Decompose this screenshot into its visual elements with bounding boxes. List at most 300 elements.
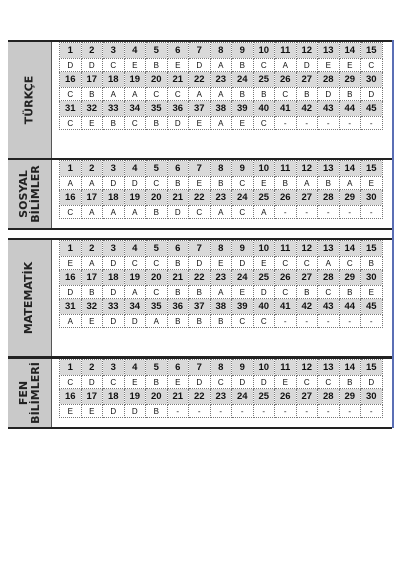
question-number-cell: 15: [361, 241, 383, 257]
answer-cell: C: [361, 59, 383, 72]
question-number-cell: 25: [253, 72, 275, 88]
question-number-row: [60, 299, 383, 315]
question-number-cell: 37: [189, 101, 211, 117]
answer-cell: C: [210, 376, 232, 389]
question-number-cell: 24: [232, 72, 254, 88]
question-number-cell: 19: [124, 72, 146, 88]
question-number-cell: 5: [146, 360, 168, 376]
answer-cell: D: [124, 177, 146, 190]
answer-cell: A: [210, 59, 232, 72]
question-number-cell: 4: [124, 241, 146, 257]
answer-cell: B: [167, 177, 189, 190]
section-label: [8, 160, 52, 228]
section-label: [8, 240, 52, 356]
answer-row: [60, 257, 383, 270]
answer-cell: C: [146, 88, 168, 101]
question-number-cell: 7: [189, 43, 211, 59]
answer-cell: B: [167, 315, 189, 328]
question-number-cell: 42: [296, 101, 318, 117]
answer-cell: -: [361, 206, 383, 219]
question-number-cell: 28: [318, 389, 340, 405]
question-number-cell: 30: [361, 72, 383, 88]
answer-cell: C: [60, 88, 82, 101]
answer-cell: B: [146, 59, 168, 72]
answer-cell: B: [232, 88, 254, 101]
question-number-cell: 41: [275, 299, 297, 315]
question-number-cell: 11: [275, 360, 297, 376]
answer-table: [59, 42, 383, 130]
answer-cell: D: [124, 405, 146, 418]
answer-cell: -: [318, 405, 340, 418]
answer-cell: -: [275, 206, 297, 219]
question-number-cell: 39: [232, 101, 254, 117]
question-number-cell: 1: [60, 43, 82, 59]
answer-row: [60, 405, 383, 418]
question-number-cell: 10: [253, 360, 275, 376]
answer-cell: A: [210, 88, 232, 101]
answer-cell: A: [210, 206, 232, 219]
answer-cell: E: [81, 315, 103, 328]
answer-cell: C: [296, 376, 318, 389]
answer-cell: D: [232, 376, 254, 389]
question-number-cell: 26: [275, 72, 297, 88]
question-number-cell: 9: [232, 360, 254, 376]
question-number-cell: 42: [296, 299, 318, 315]
answer-cell: A: [210, 117, 232, 130]
answer-cell: A: [60, 177, 82, 190]
question-number-cell: 12: [296, 161, 318, 177]
question-number-row: [60, 190, 383, 206]
question-number-cell: 6: [167, 360, 189, 376]
answer-cell: C: [124, 117, 146, 130]
question-number-cell: 35: [146, 299, 168, 315]
answer-cell: -: [275, 405, 297, 418]
question-number-cell: 17: [81, 389, 103, 405]
answer-cell: D: [361, 376, 383, 389]
question-number-row: [60, 161, 383, 177]
section-label-text: FEN BİLİMLERİ: [16, 362, 42, 424]
section-label-text: SOSYAL BİLİMLER: [16, 165, 42, 223]
answer-cell: A: [189, 88, 211, 101]
answer-cell: -: [339, 315, 361, 328]
question-number-cell: 27: [296, 270, 318, 286]
question-number-cell: 18: [103, 72, 125, 88]
question-number-cell: 33: [103, 299, 125, 315]
answer-cell: -: [253, 405, 275, 418]
question-number-cell: 22: [189, 72, 211, 88]
answer-cell: -: [361, 405, 383, 418]
answer-cell: C: [167, 88, 189, 101]
question-number-cell: 20: [146, 270, 168, 286]
answer-cell: A: [275, 59, 297, 72]
answer-cell: D: [296, 59, 318, 72]
section-label-text: TÜRKÇE: [22, 75, 36, 125]
question-number-cell: 7: [189, 360, 211, 376]
question-number-cell: 13: [318, 43, 340, 59]
question-number-cell: 12: [296, 360, 318, 376]
question-number-row: [60, 389, 383, 405]
answer-cell: A: [318, 257, 340, 270]
answer-cell: D: [189, 376, 211, 389]
answer-cell: E: [60, 405, 82, 418]
section-label: [8, 42, 52, 158]
answer-cell: B: [232, 59, 254, 72]
question-number-cell: 20: [146, 190, 168, 206]
answer-cell: B: [275, 177, 297, 190]
answer-cell: B: [146, 376, 168, 389]
answer-cell: B: [339, 286, 361, 299]
question-number-cell: 15: [361, 43, 383, 59]
section-turkce: [8, 40, 392, 160]
answer-cell: D: [103, 315, 125, 328]
answer-cell: C: [275, 257, 297, 270]
section-matematik: [8, 238, 392, 358]
answer-row: [60, 315, 383, 328]
question-number-cell: 21: [167, 270, 189, 286]
answer-cell: B: [189, 315, 211, 328]
question-number-cell: 34: [124, 101, 146, 117]
answer-cell: B: [103, 117, 125, 130]
question-number-cell: 23: [210, 72, 232, 88]
question-number-cell: 17: [81, 72, 103, 88]
question-number-cell: 15: [361, 161, 383, 177]
question-number-cell: 37: [189, 299, 211, 315]
question-number-cell: 25: [253, 190, 275, 206]
answer-cell: E: [210, 257, 232, 270]
question-number-cell: 1: [60, 161, 82, 177]
answer-row: [60, 286, 383, 299]
question-number-cell: 44: [339, 299, 361, 315]
question-number-cell: 3: [103, 241, 125, 257]
question-number-cell: 18: [103, 270, 125, 286]
answer-cell: -: [361, 315, 383, 328]
question-number-cell: 19: [124, 190, 146, 206]
answer-cell: E: [124, 376, 146, 389]
question-number-cell: 23: [210, 190, 232, 206]
answer-cell: E: [361, 286, 383, 299]
answer-cell: B: [339, 88, 361, 101]
question-number-cell: 8: [210, 360, 232, 376]
answer-key-sheet: [8, 40, 394, 428]
answer-cell: -: [296, 117, 318, 130]
question-number-cell: 26: [275, 190, 297, 206]
question-number-cell: 43: [318, 299, 340, 315]
question-number-cell: 21: [167, 72, 189, 88]
question-number-row: [60, 101, 383, 117]
answer-table: [59, 359, 383, 418]
answer-cell: E: [167, 59, 189, 72]
answer-cell: -: [296, 315, 318, 328]
answer-row: [60, 117, 383, 130]
question-number-cell: 32: [81, 101, 103, 117]
question-number-cell: 8: [210, 241, 232, 257]
answer-cell: E: [189, 117, 211, 130]
answer-cell: E: [232, 286, 254, 299]
answer-cell: B: [296, 286, 318, 299]
answer-cell: E: [339, 59, 361, 72]
answer-cell: C: [60, 206, 82, 219]
question-number-cell: 14: [339, 161, 361, 177]
answer-cell: E: [124, 59, 146, 72]
answer-cell: -: [275, 315, 297, 328]
answer-cell: -: [318, 206, 340, 219]
answer-cell: -: [189, 405, 211, 418]
question-number-cell: 44: [339, 101, 361, 117]
section-sosyal-bilimler: [8, 158, 392, 230]
question-number-cell: 20: [146, 389, 168, 405]
answer-row: [60, 59, 383, 72]
question-number-cell: 30: [361, 270, 383, 286]
answer-cell: -: [296, 206, 318, 219]
question-number-cell: 5: [146, 43, 168, 59]
question-number-cell: 8: [210, 161, 232, 177]
question-number-cell: 6: [167, 161, 189, 177]
question-number-cell: 16: [60, 72, 82, 88]
question-number-cell: 35: [146, 101, 168, 117]
answer-cell: D: [103, 177, 125, 190]
question-number-cell: 38: [210, 101, 232, 117]
answer-cell: E: [81, 117, 103, 130]
answer-cell: -: [232, 405, 254, 418]
answer-cell: -: [339, 117, 361, 130]
question-number-cell: 26: [275, 270, 297, 286]
answer-cell: C: [253, 315, 275, 328]
answer-cell: E: [253, 257, 275, 270]
answer-cell: B: [81, 286, 103, 299]
question-number-cell: 38: [210, 299, 232, 315]
question-number-cell: 2: [81, 43, 103, 59]
answer-cell: C: [253, 117, 275, 130]
answer-cell: B: [296, 88, 318, 101]
answer-cell: E: [275, 376, 297, 389]
answer-cell: C: [146, 177, 168, 190]
answer-cell: D: [60, 59, 82, 72]
answer-cell: C: [146, 257, 168, 270]
answer-cell: C: [318, 286, 340, 299]
answer-cell: C: [124, 257, 146, 270]
answer-cell: D: [189, 257, 211, 270]
question-number-cell: 43: [318, 101, 340, 117]
question-number-cell: 4: [124, 43, 146, 59]
answer-table: [59, 240, 383, 328]
answer-cell: D: [60, 286, 82, 299]
question-number-cell: 11: [275, 241, 297, 257]
answer-cell: C: [232, 315, 254, 328]
question-number-cell: 8: [210, 43, 232, 59]
answer-cell: E: [361, 177, 383, 190]
answer-cell: D: [318, 88, 340, 101]
answer-cell: D: [81, 59, 103, 72]
answer-cell: A: [339, 177, 361, 190]
answer-cell: C: [60, 376, 82, 389]
question-number-cell: 23: [210, 389, 232, 405]
answer-cell: -: [275, 117, 297, 130]
question-number-cell: 9: [232, 161, 254, 177]
answer-cell: A: [124, 88, 146, 101]
question-number-cell: 25: [253, 270, 275, 286]
answer-cell: C: [189, 206, 211, 219]
question-number-cell: 29: [339, 190, 361, 206]
question-number-cell: 30: [361, 389, 383, 405]
answer-cell: E: [60, 257, 82, 270]
answer-table: [59, 160, 383, 219]
answer-cell: C: [60, 117, 82, 130]
question-number-cell: 6: [167, 241, 189, 257]
question-number-cell: 39: [232, 299, 254, 315]
question-number-cell: 3: [103, 43, 125, 59]
answer-row: [60, 376, 383, 389]
question-number-cell: 28: [318, 270, 340, 286]
question-number-cell: 16: [60, 270, 82, 286]
question-number-cell: 33: [103, 101, 125, 117]
section-label: [8, 359, 52, 427]
question-number-cell: 22: [189, 389, 211, 405]
question-number-cell: 7: [189, 241, 211, 257]
answer-cell: B: [210, 177, 232, 190]
question-number-cell: 14: [339, 241, 361, 257]
answer-cell: B: [146, 206, 168, 219]
question-number-cell: 19: [124, 389, 146, 405]
question-number-cell: 31: [60, 299, 82, 315]
answer-cell: A: [103, 206, 125, 219]
answer-cell: A: [81, 177, 103, 190]
answer-cell: A: [124, 286, 146, 299]
answer-cell: A: [81, 257, 103, 270]
answer-cell: A: [60, 315, 82, 328]
answer-cell: C: [318, 376, 340, 389]
question-number-cell: 28: [318, 190, 340, 206]
question-number-cell: 34: [124, 299, 146, 315]
answer-row: [60, 88, 383, 101]
answer-cell: A: [210, 286, 232, 299]
question-number-cell: 5: [146, 161, 168, 177]
question-number-row: [60, 241, 383, 257]
answer-cell: C: [232, 206, 254, 219]
question-number-cell: 21: [167, 389, 189, 405]
question-number-cell: 30: [361, 190, 383, 206]
answer-cell: -: [318, 315, 340, 328]
answer-cell: -: [339, 405, 361, 418]
answer-cell: D: [103, 257, 125, 270]
answer-cell: B: [189, 286, 211, 299]
question-number-cell: 13: [318, 360, 340, 376]
question-number-cell: 18: [103, 389, 125, 405]
question-number-cell: 2: [81, 161, 103, 177]
answer-cell: B: [318, 177, 340, 190]
answer-cell: B: [210, 315, 232, 328]
answer-cell: A: [124, 206, 146, 219]
answer-cell: B: [167, 257, 189, 270]
question-number-cell: 6: [167, 43, 189, 59]
question-number-cell: 1: [60, 360, 82, 376]
question-number-cell: 31: [60, 101, 82, 117]
question-number-cell: 23: [210, 270, 232, 286]
section-fen-bilimleri: [8, 357, 392, 429]
question-number-cell: 45: [361, 299, 383, 315]
question-number-cell: 17: [81, 270, 103, 286]
answer-cell: -: [339, 206, 361, 219]
answer-cell: C: [103, 376, 125, 389]
question-number-cell: 27: [296, 72, 318, 88]
question-number-cell: 10: [253, 43, 275, 59]
answer-cell: D: [124, 315, 146, 328]
question-number-cell: 1: [60, 241, 82, 257]
answer-cell: D: [253, 376, 275, 389]
question-number-cell: 29: [339, 72, 361, 88]
answer-cell: A: [253, 206, 275, 219]
question-number-cell: 5: [146, 241, 168, 257]
answer-cell: E: [167, 376, 189, 389]
answer-cell: B: [167, 286, 189, 299]
answer-cell: D: [167, 206, 189, 219]
answer-cell: B: [253, 88, 275, 101]
answer-cell: C: [275, 286, 297, 299]
question-number-cell: 15: [361, 360, 383, 376]
question-number-row: [60, 270, 383, 286]
answer-cell: B: [146, 405, 168, 418]
question-number-cell: 21: [167, 190, 189, 206]
question-number-cell: 10: [253, 161, 275, 177]
question-number-cell: 26: [275, 389, 297, 405]
question-number-cell: 12: [296, 43, 318, 59]
answer-cell: E: [253, 177, 275, 190]
answer-cell: D: [361, 88, 383, 101]
question-number-cell: 9: [232, 241, 254, 257]
answer-cell: B: [81, 88, 103, 101]
question-number-row: [60, 72, 383, 88]
answer-cell: C: [275, 88, 297, 101]
question-number-cell: 27: [296, 389, 318, 405]
question-number-cell: 17: [81, 190, 103, 206]
question-number-cell: 7: [189, 161, 211, 177]
question-number-cell: 24: [232, 270, 254, 286]
question-number-cell: 12: [296, 241, 318, 257]
answer-cell: -: [318, 117, 340, 130]
answer-cell: -: [296, 405, 318, 418]
answer-cell: D: [189, 59, 211, 72]
answer-cell: A: [146, 315, 168, 328]
question-number-cell: 10: [253, 241, 275, 257]
question-number-cell: 4: [124, 360, 146, 376]
answer-cell: C: [146, 286, 168, 299]
answer-cell: E: [189, 177, 211, 190]
question-number-cell: 22: [189, 190, 211, 206]
question-number-cell: 24: [232, 389, 254, 405]
answer-cell: D: [103, 286, 125, 299]
answer-cell: C: [296, 257, 318, 270]
answer-cell: C: [232, 177, 254, 190]
question-number-cell: 19: [124, 270, 146, 286]
answer-cell: -: [167, 405, 189, 418]
question-number-cell: 16: [60, 389, 82, 405]
answer-cell: E: [81, 405, 103, 418]
answer-cell: D: [232, 257, 254, 270]
answer-cell: B: [339, 376, 361, 389]
question-number-cell: 40: [253, 101, 275, 117]
question-number-cell: 36: [167, 299, 189, 315]
answer-row: [60, 177, 383, 190]
question-number-cell: 22: [189, 270, 211, 286]
answer-cell: C: [339, 257, 361, 270]
question-number-cell: 9: [232, 43, 254, 59]
question-number-cell: 13: [318, 241, 340, 257]
question-number-cell: 3: [103, 161, 125, 177]
question-number-cell: 28: [318, 72, 340, 88]
question-number-cell: 11: [275, 43, 297, 59]
question-number-cell: 18: [103, 190, 125, 206]
question-number-cell: 3: [103, 360, 125, 376]
question-number-cell: 2: [81, 360, 103, 376]
